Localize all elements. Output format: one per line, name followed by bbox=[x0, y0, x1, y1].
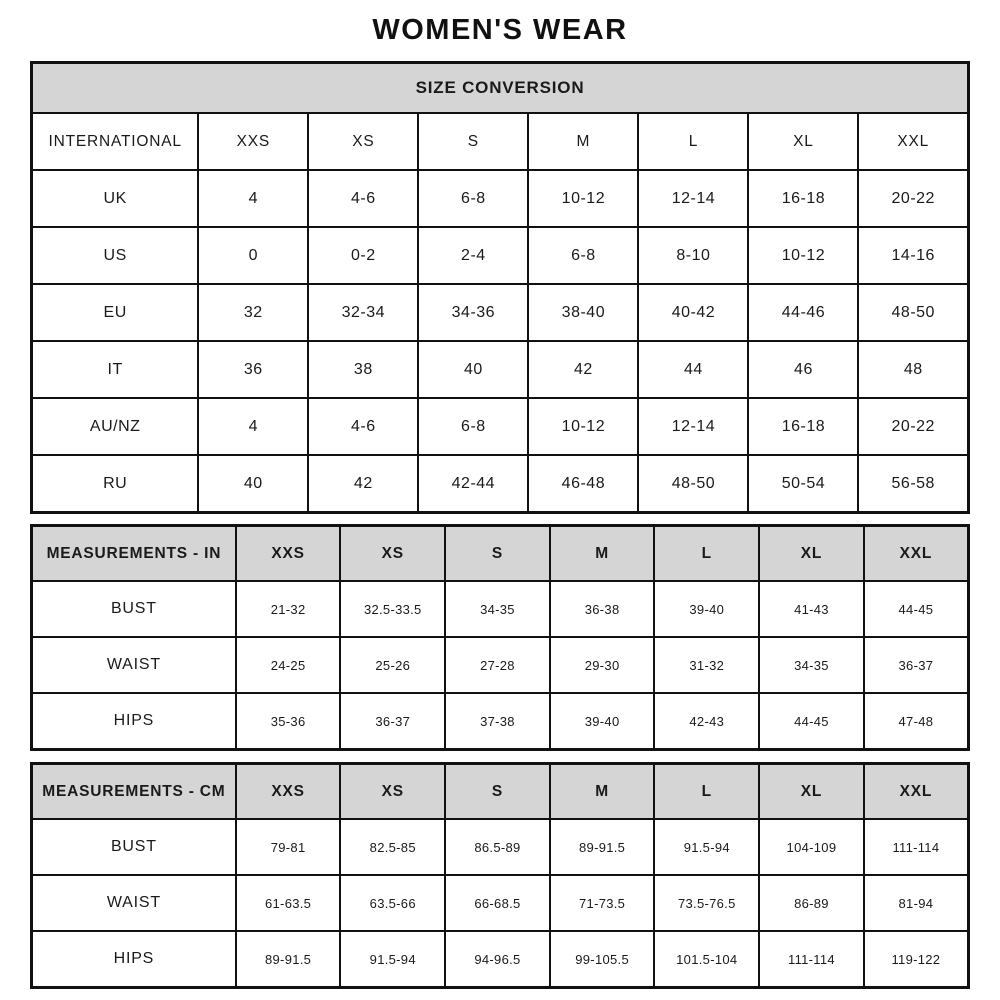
row-label: HIPS bbox=[32, 931, 236, 988]
measurement-cell: 91.5-94 bbox=[654, 819, 759, 875]
size-header-xs: XS bbox=[340, 526, 445, 582]
measurement-cell: 41-43 bbox=[759, 581, 864, 637]
measurement-cell: 29-30 bbox=[550, 637, 655, 693]
size-cell: 10-12 bbox=[528, 170, 638, 227]
measurement-cell: 99-105.5 bbox=[550, 931, 655, 988]
size-header-m: M bbox=[550, 764, 655, 820]
row-label: WAIST bbox=[32, 875, 236, 931]
column-header-xs: XS bbox=[308, 113, 418, 170]
size-cell: 42-44 bbox=[418, 455, 528, 513]
measurement-cell: 36-38 bbox=[550, 581, 655, 637]
size-header-s: S bbox=[445, 764, 550, 820]
size-cell: 36 bbox=[198, 341, 308, 398]
measurements-cm-header: MEASUREMENTS - CM bbox=[32, 764, 236, 820]
size-header-l: L bbox=[654, 764, 759, 820]
table-row-waist-cm bbox=[32, 875, 969, 931]
size-cell: 20-22 bbox=[858, 170, 968, 227]
size-header-m: M bbox=[550, 526, 655, 582]
size-cell: 14-16 bbox=[858, 227, 968, 284]
measurement-cell: 31-32 bbox=[654, 637, 759, 693]
page-title: WOMEN'S WEAR bbox=[372, 14, 628, 46]
size-cell: 16-18 bbox=[748, 398, 858, 455]
measurements-in-table bbox=[30, 524, 970, 751]
size-cell: 20-22 bbox=[858, 398, 968, 455]
measurement-cell: 86-89 bbox=[759, 875, 864, 931]
table-row-aunz bbox=[32, 398, 969, 455]
table-row-bust-cm bbox=[32, 819, 969, 875]
measurement-cell: 32.5-33.5 bbox=[340, 581, 445, 637]
row-label: US bbox=[32, 227, 199, 284]
measurements-in-header-row bbox=[32, 526, 969, 582]
row-label: RU bbox=[32, 455, 199, 513]
row-label: HIPS bbox=[32, 693, 236, 750]
size-cell: 4 bbox=[198, 398, 308, 455]
size-cell: 50-54 bbox=[748, 455, 858, 513]
size-cell: 4 bbox=[198, 170, 308, 227]
size-conversion-table bbox=[30, 61, 970, 514]
measurement-cell: 89-91.5 bbox=[550, 819, 655, 875]
size-cell: 48-50 bbox=[858, 284, 968, 341]
table-row-ru bbox=[32, 455, 969, 513]
table-row-uk bbox=[32, 170, 969, 227]
size-cell: 56-58 bbox=[858, 455, 968, 513]
column-header-l: L bbox=[638, 113, 748, 170]
size-cell: 32-34 bbox=[308, 284, 418, 341]
size-cell: 8-10 bbox=[638, 227, 748, 284]
measurement-cell: 25-26 bbox=[340, 637, 445, 693]
measurement-cell: 71-73.5 bbox=[550, 875, 655, 931]
table-row-waist-in bbox=[32, 637, 969, 693]
size-cell: 44 bbox=[638, 341, 748, 398]
size-cell: 32 bbox=[198, 284, 308, 341]
measurement-cell: 61-63.5 bbox=[236, 875, 341, 931]
size-cell: 38 bbox=[308, 341, 418, 398]
measurement-cell: 44-45 bbox=[864, 581, 969, 637]
size-cell: 40-42 bbox=[638, 284, 748, 341]
size-cell: 0 bbox=[198, 227, 308, 284]
size-cell: 42 bbox=[528, 341, 638, 398]
size-cell: 12-14 bbox=[638, 398, 748, 455]
measurement-cell: 47-48 bbox=[864, 693, 969, 750]
size-cell: 40 bbox=[198, 455, 308, 513]
measurements-cm-header-row bbox=[32, 764, 969, 820]
measurement-cell: 111-114 bbox=[759, 931, 864, 988]
size-cell: 0-2 bbox=[308, 227, 418, 284]
measurement-cell: 73.5-76.5 bbox=[654, 875, 759, 931]
measurement-cell: 39-40 bbox=[550, 693, 655, 750]
column-header-xl: XL bbox=[748, 113, 858, 170]
size-header-xl: XL bbox=[759, 764, 864, 820]
column-header-international: INTERNATIONAL bbox=[32, 113, 199, 170]
size-cell: 38-40 bbox=[528, 284, 638, 341]
measurement-cell: 104-109 bbox=[759, 819, 864, 875]
table-row-bust-in bbox=[32, 581, 969, 637]
measurement-cell: 44-45 bbox=[759, 693, 864, 750]
measurement-cell: 119-122 bbox=[864, 931, 969, 988]
size-cell: 4-6 bbox=[308, 398, 418, 455]
size-cell: 4-6 bbox=[308, 170, 418, 227]
measurement-cell: 37-38 bbox=[445, 693, 550, 750]
size-cell: 6-8 bbox=[528, 227, 638, 284]
table-row-us bbox=[32, 227, 969, 284]
size-header-s: S bbox=[445, 526, 550, 582]
measurement-cell: 63.5-66 bbox=[340, 875, 445, 931]
size-header-xs: XS bbox=[340, 764, 445, 820]
measurement-cell: 79-81 bbox=[236, 819, 341, 875]
size-cell: 46 bbox=[748, 341, 858, 398]
size-header-xxs: XXS bbox=[236, 526, 341, 582]
row-label: BUST bbox=[32, 581, 236, 637]
table-row-it bbox=[32, 341, 969, 398]
row-label: IT bbox=[32, 341, 199, 398]
column-header-xxs: XXS bbox=[198, 113, 308, 170]
measurement-cell: 91.5-94 bbox=[340, 931, 445, 988]
size-header-l: L bbox=[654, 526, 759, 582]
size-cell: 6-8 bbox=[418, 170, 528, 227]
measurement-cell: 34-35 bbox=[759, 637, 864, 693]
size-header-xl: XL bbox=[759, 526, 864, 582]
measurement-cell: 36-37 bbox=[340, 693, 445, 750]
measurement-cell: 39-40 bbox=[654, 581, 759, 637]
measurement-cell: 36-37 bbox=[864, 637, 969, 693]
row-label: EU bbox=[32, 284, 199, 341]
column-header-xxl: XXL bbox=[858, 113, 968, 170]
size-cell: 10-12 bbox=[748, 227, 858, 284]
size-cell: 16-18 bbox=[748, 170, 858, 227]
measurement-cell: 34-35 bbox=[445, 581, 550, 637]
row-label: BUST bbox=[32, 819, 236, 875]
size-cell: 40 bbox=[418, 341, 528, 398]
size-header-xxl: XXL bbox=[864, 526, 969, 582]
measurement-cell: 82.5-85 bbox=[340, 819, 445, 875]
size-cell: 46-48 bbox=[528, 455, 638, 513]
column-header-s: S bbox=[418, 113, 528, 170]
size-cell: 6-8 bbox=[418, 398, 528, 455]
size-conversion-columns-row bbox=[32, 113, 969, 170]
measurement-cell: 111-114 bbox=[864, 819, 969, 875]
measurement-cell: 66-68.5 bbox=[445, 875, 550, 931]
measurement-cell: 24-25 bbox=[236, 637, 341, 693]
measurement-cell: 21-32 bbox=[236, 581, 341, 637]
table-row-eu bbox=[32, 284, 969, 341]
measurement-cell: 86.5-89 bbox=[445, 819, 550, 875]
table-row-hips-cm bbox=[32, 931, 969, 988]
table-row-hips-in bbox=[32, 693, 969, 750]
size-header-xxl: XXL bbox=[864, 764, 969, 820]
row-label: AU/NZ bbox=[32, 398, 199, 455]
size-cell: 2-4 bbox=[418, 227, 528, 284]
measurements-cm-table bbox=[30, 762, 970, 989]
size-cell: 48-50 bbox=[638, 455, 748, 513]
size-cell: 44-46 bbox=[748, 284, 858, 341]
measurement-cell: 42-43 bbox=[654, 693, 759, 750]
measurement-cell: 81-94 bbox=[864, 875, 969, 931]
measurement-cell: 27-28 bbox=[445, 637, 550, 693]
measurement-cell: 94-96.5 bbox=[445, 931, 550, 988]
column-header-m: M bbox=[528, 113, 638, 170]
size-conversion-header: SIZE CONVERSION bbox=[32, 63, 969, 114]
measurement-cell: 101.5-104 bbox=[654, 931, 759, 988]
measurements-in-header: MEASUREMENTS - IN bbox=[32, 526, 236, 582]
size-cell: 34-36 bbox=[418, 284, 528, 341]
row-label: WAIST bbox=[32, 637, 236, 693]
row-label: UK bbox=[32, 170, 199, 227]
size-cell: 12-14 bbox=[638, 170, 748, 227]
size-cell: 48 bbox=[858, 341, 968, 398]
measurement-cell: 35-36 bbox=[236, 693, 341, 750]
size-header-xxs: XXS bbox=[236, 764, 341, 820]
measurement-cell: 89-91.5 bbox=[236, 931, 341, 988]
size-cell: 42 bbox=[308, 455, 418, 513]
size-cell: 10-12 bbox=[528, 398, 638, 455]
